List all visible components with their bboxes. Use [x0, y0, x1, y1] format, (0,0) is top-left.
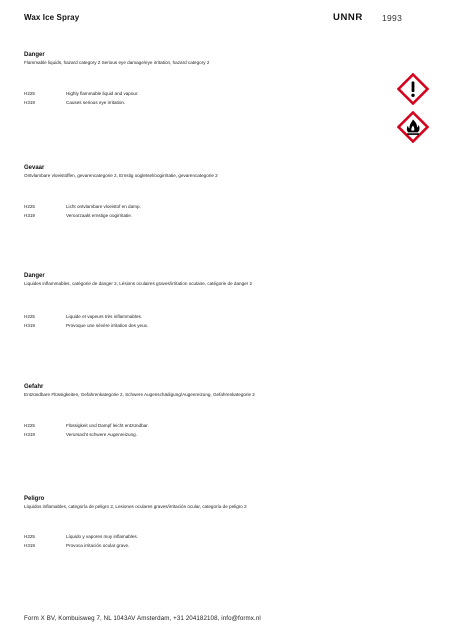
hazard-text: Liquide et vapeurs très inflammables.	[66, 314, 143, 319]
hazard-code: H225	[24, 204, 35, 209]
signal-word: Gefahr	[24, 384, 44, 390]
hazard-classification: Ontvlambare vloeistoffen, gevarencategorie 2, Ernstig oogletsel/oogirritatie, gevarencategorie 2	[24, 173, 218, 178]
signal-word: Danger	[24, 52, 45, 58]
hazard-text: Veroorzaakt ernstige oogirritatie.	[66, 213, 133, 218]
hazard-text: Líquido y vapores muy inflamables.	[66, 534, 139, 539]
signal-word: Peligro	[24, 496, 45, 502]
hazard-text: Highly flammable liquid and vapour.	[66, 91, 139, 96]
hazard-text: Licht ontvlambare vloeistof en damp.	[66, 204, 141, 209]
hazard-code: H225	[24, 91, 35, 96]
hazard-text: Verursacht schwere Augenreizung.	[66, 432, 137, 437]
company-address-footer: Form X BV, Kombuisweg 7, NL 1043AV Amsterdam, +31 204182108, info@formx.nl	[24, 615, 261, 622]
hazard-section-de	[24, 383, 404, 437]
hazard-classification: Entzündbare Flüssigkeiten, Gefahrenkategorie 2, Schwere Augenschädigung/Augenreizung, Gefahrenkategorie 2	[24, 392, 255, 397]
brand-year: 1993	[382, 13, 403, 23]
hazard-classification: Flammable liquids, hazard category 2 Serious eye damage/eye irritation, hazard category 2	[24, 60, 210, 65]
hazard-section-fr	[24, 272, 404, 328]
hazard-text: Flüssigkeit und Dampf leicht entzündbar.	[66, 423, 149, 428]
product-title: Wax Ice Spray	[24, 13, 80, 22]
hazard-code: H225	[24, 314, 35, 319]
signal-word: Danger	[24, 273, 45, 279]
hazard-classification: Líquidos inflamables, categoría de peligro 2, Lesiones oculares graves/irritación ocular, categoría de peligro 2	[24, 504, 247, 509]
hazard-code: H225	[24, 534, 35, 539]
hazard-classification: Liquides inflammables, catégorie de danger 2, Lésions oculaires graves/irritation oculaire, catégorie de danger 2	[24, 281, 253, 286]
hazard-section-nl	[24, 164, 404, 218]
hazard-code: H319	[24, 323, 35, 328]
brand-logo: UNNR	[333, 12, 363, 23]
hazard-code: H319	[24, 543, 35, 548]
hazard-code: H319	[24, 213, 35, 218]
hazard-text: Provoca irritación ocular grave.	[66, 543, 130, 548]
hazard-section-en	[24, 51, 404, 105]
hazard-code: H225	[24, 423, 35, 428]
hazard-text: Provoque une sévère irritation des yeux.	[66, 323, 149, 328]
signal-word: Gevaar	[24, 165, 45, 171]
hazard-text: Causes serious eye irritation.	[66, 100, 126, 105]
exclamation-mark-icon	[397, 73, 429, 105]
flame-icon	[397, 111, 429, 143]
hazard-code: H319	[24, 100, 35, 105]
hazard-code: H319	[24, 432, 35, 437]
hazard-section-es	[24, 495, 404, 548]
